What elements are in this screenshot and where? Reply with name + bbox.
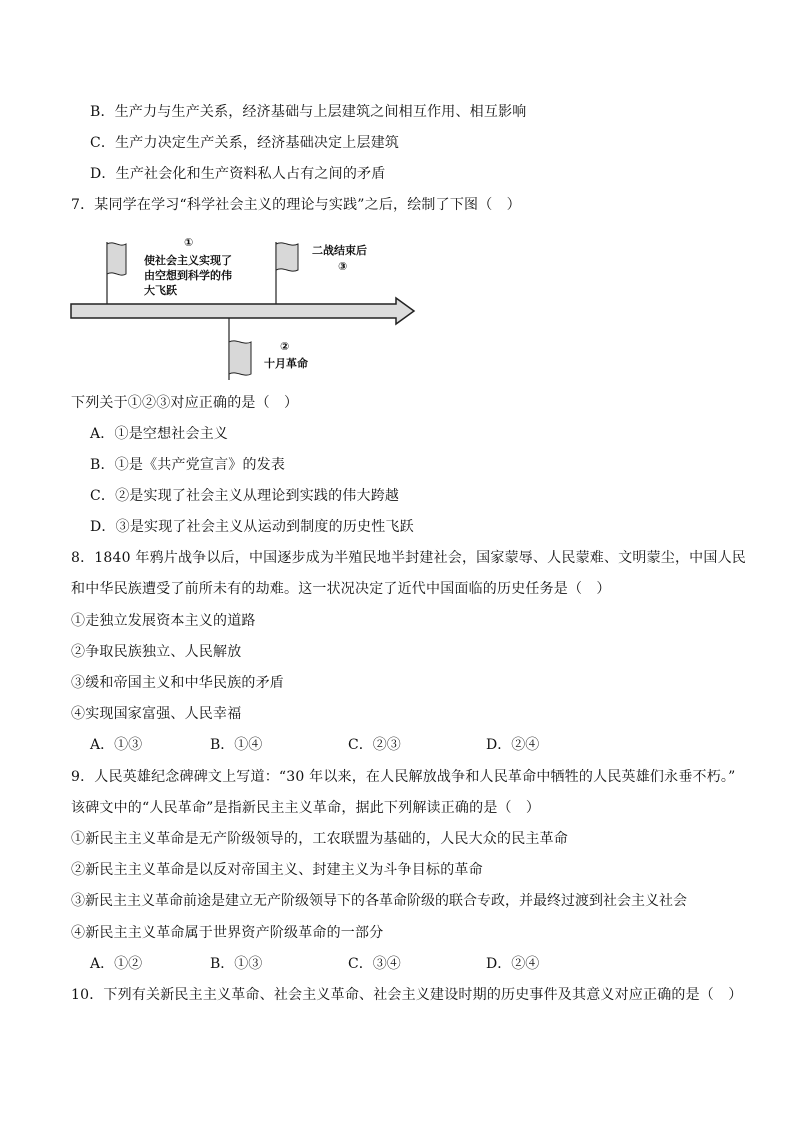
q8-option-d: D．②④ <box>486 737 540 753</box>
flag-1-number: ① <box>184 236 194 249</box>
q9-stem-line-2: 该碑文中的“人民革命”是指新民主主义革命，据此下列解读正确的是（ ） <box>71 800 541 816</box>
q8-option-b: B．①④ <box>210 737 263 753</box>
flag-1 <box>107 236 232 304</box>
q9-option-c: C．③④ <box>348 956 401 972</box>
q8-item-3: ③缓和帝国主义和中华民族的矛盾 <box>71 675 284 691</box>
q8-item-4: ④实现国家富强、人民幸福 <box>71 706 242 722</box>
q9-option-d: D．②④ <box>486 956 540 972</box>
flag-3-number: ③ <box>338 260 348 273</box>
q8-option-c: C．②③ <box>348 737 401 753</box>
q7-stem: 7．某同学在学习“科学社会主义的理论与实践”之后，绘制了下图（ ） <box>71 197 521 213</box>
flag-1-line-1: 使社会主义实现了 <box>144 254 232 267</box>
flag-2-number: ② <box>280 340 290 353</box>
flag-1-line-2: 由空想到科学的伟 <box>144 269 232 282</box>
flag-3-text: 二战结束后 <box>312 244 367 257</box>
q9-item-3: ③新民主主义革命前途是建立无产阶级领导下的各革命阶级的联合专政，并最终过渡到社会主义社会 <box>71 893 687 909</box>
timeline-arrow <box>71 298 414 324</box>
q8-stem-line-1: 8．1840 年鸦片战争以后，中国逐步成为半殖民地半封建社会，国家蒙辱、人民蒙难、文明蒙尘，中国人民 <box>71 550 746 566</box>
q9-item-4: ④新民主主义革命属于世界资产阶级革命的一部分 <box>71 925 384 941</box>
q9-stem-line-1: 9．人民英雄纪念碑碑文上写道：“30 年以来，在人民解放战争和人民革命中牺牲的人民英雄们永垂不朽。” <box>71 769 736 785</box>
q8-item-2: ②争取民族独立、人民解放 <box>71 644 242 660</box>
q9-option-b: B．①③ <box>210 956 263 972</box>
q6-option-b: B．生产力与生产关系，经济基础与上层建筑之间相互作用、相互影响 <box>90 104 527 120</box>
q6-option-c: C．生产力决定生产关系，经济基础决定上层建筑 <box>90 135 400 151</box>
q8-item-1: ①走独立发展资本主义的道路 <box>71 613 256 629</box>
q10-stem: 10．下列有关新民主主义革命、社会主义革命、社会主义建设时期的历史事件及其意义对应正确的是（ ） <box>71 987 743 1003</box>
q7-option-b: B．①是《共产党宣言》的发表 <box>90 457 286 473</box>
q7-option-a: A．①是空想社会主义 <box>90 426 229 442</box>
q7-option-c: C．②是实现了社会主义从理论到实践的伟大跨越 <box>90 488 400 504</box>
q9-option-a: A．①② <box>90 956 143 972</box>
q7-timeline-diagram <box>68 230 428 386</box>
q7-sub-stem: 下列关于①②③对应正确的是（ ） <box>71 395 299 411</box>
flag-3 <box>276 242 367 304</box>
q8-stem-line-2: 和中华民族遭受了前所未有的劫难。这一状况决定了近代中国面临的历史任务是（ ） <box>71 581 611 597</box>
q6-option-d: D．生产社会化和生产资料私人占有之间的矛盾 <box>90 166 386 182</box>
q7-option-d: D．③是实现了社会主义从运动到制度的历史性飞跃 <box>90 519 414 535</box>
q9-item-2: ②新民主主义革命是以反对帝国主义、封建主义为斗争目标的革命 <box>71 862 483 878</box>
flag-1-line-3: 大飞跃 <box>144 284 177 297</box>
q9-item-1: ①新民主主义革命是无产阶级领导的，工农联盟为基础的，人民大众的民主革命 <box>71 831 568 847</box>
q8-option-a: A．①③ <box>90 737 143 753</box>
flag-2 <box>229 318 308 380</box>
flag-2-text: 十月革命 <box>264 357 308 370</box>
